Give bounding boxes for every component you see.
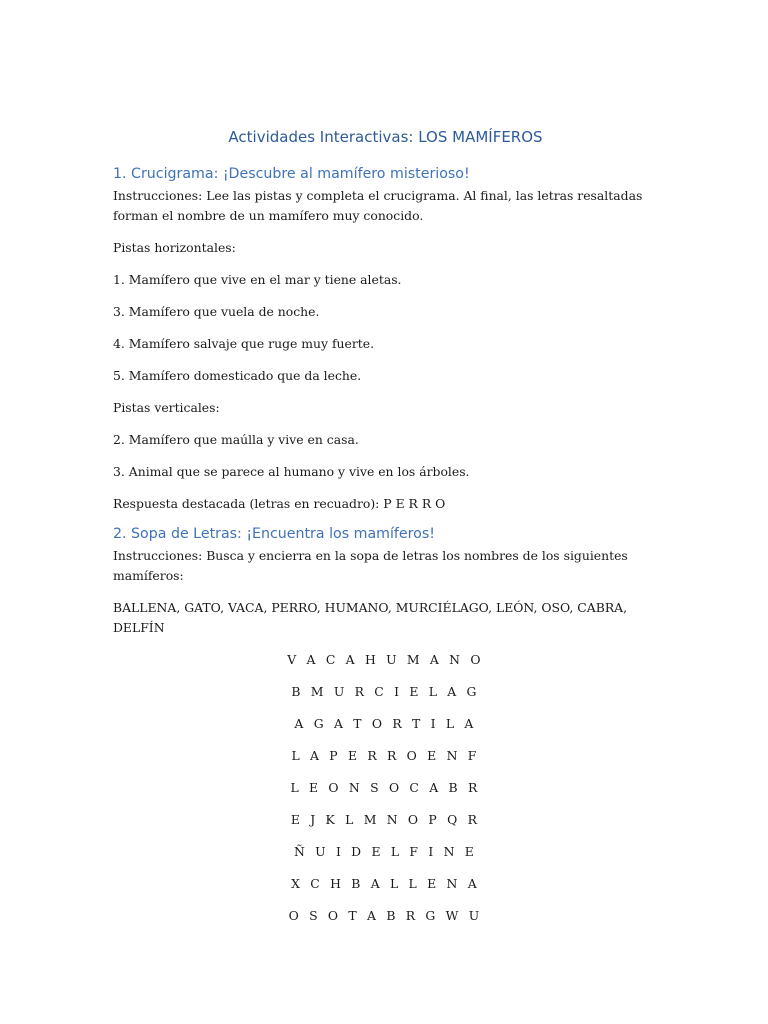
document-title: Actividades Interactivas: LOS MAMÍFEROS (228, 128, 543, 146)
wordsearch-grid-row: X C H B A L L E N A (291, 876, 480, 891)
wordsearch-grid-row: Ñ U I D E L F I N E (293, 844, 477, 859)
vertical-clues-label: Pistas verticales: (113, 400, 220, 415)
wordsearch-grid-row: V A C A H U M A N O (287, 652, 484, 667)
wordsearch-grid-row: L E O N S O C A B R (290, 780, 481, 795)
wordsearch-grid-row: B M U R C I E L A G (291, 684, 480, 699)
vertical-clue: 2. Mamífero que maúlla y vive en casa. (113, 432, 359, 447)
crossword-section (113, 164, 658, 514)
horizontal-clue: 1. Mamífero que vive en el mar y tiene aletas. (113, 272, 402, 287)
wordsearch-grid-row: A G A T O R T I L A (294, 716, 477, 731)
horizontal-clues-label: Pistas horizontales: (113, 240, 236, 255)
wordsearch-grid-row: L A P E R R O E N F (291, 748, 480, 763)
wordsearch-grid-row: E J K L M N O P Q R (290, 812, 481, 827)
wordsearch-grid (113, 650, 658, 926)
crossword-instructions: Instrucciones: Lee las pistas y completa el crucigrama. Al final, las letras resaltadas forman el nombre de un mamífero muy conocido. (113, 188, 643, 223)
wordsearch-heading: 2. Sopa de Letras: ¡Encuentra los mamíferos! (113, 526, 435, 542)
vertical-clue: 3. Animal que se parece al humano y vive en los árboles. (113, 464, 470, 479)
horizontal-clue: 4. Mamífero salvaje que ruge muy fuerte. (113, 336, 375, 351)
document-body (113, 118, 658, 926)
crossword-answer: Respuesta destacada (letras en recuadro): P E R R O (113, 496, 446, 511)
horizontal-clue: 3. Mamífero que vuela de noche. (113, 304, 320, 319)
wordsearch-instructions: Instrucciones: Busca y encierra en la sopa de letras los nombres de los siguientes mamíferos: (113, 548, 628, 583)
crossword-heading: 1. Crucigrama: ¡Descubre al mamífero misterioso! (113, 166, 470, 182)
wordsearch-section (113, 524, 658, 926)
horizontal-clue: 5. Mamífero domesticado que da leche. (113, 368, 362, 383)
wordsearch-grid-row: O S O T A B R G W U (288, 908, 483, 923)
wordsearch-word-list: BALLENA, GATO, VACA, PERRO, HUMANO, MURCIÉLAGO, LEÓN, OSO, CABRA, DELFÍN (113, 600, 628, 635)
